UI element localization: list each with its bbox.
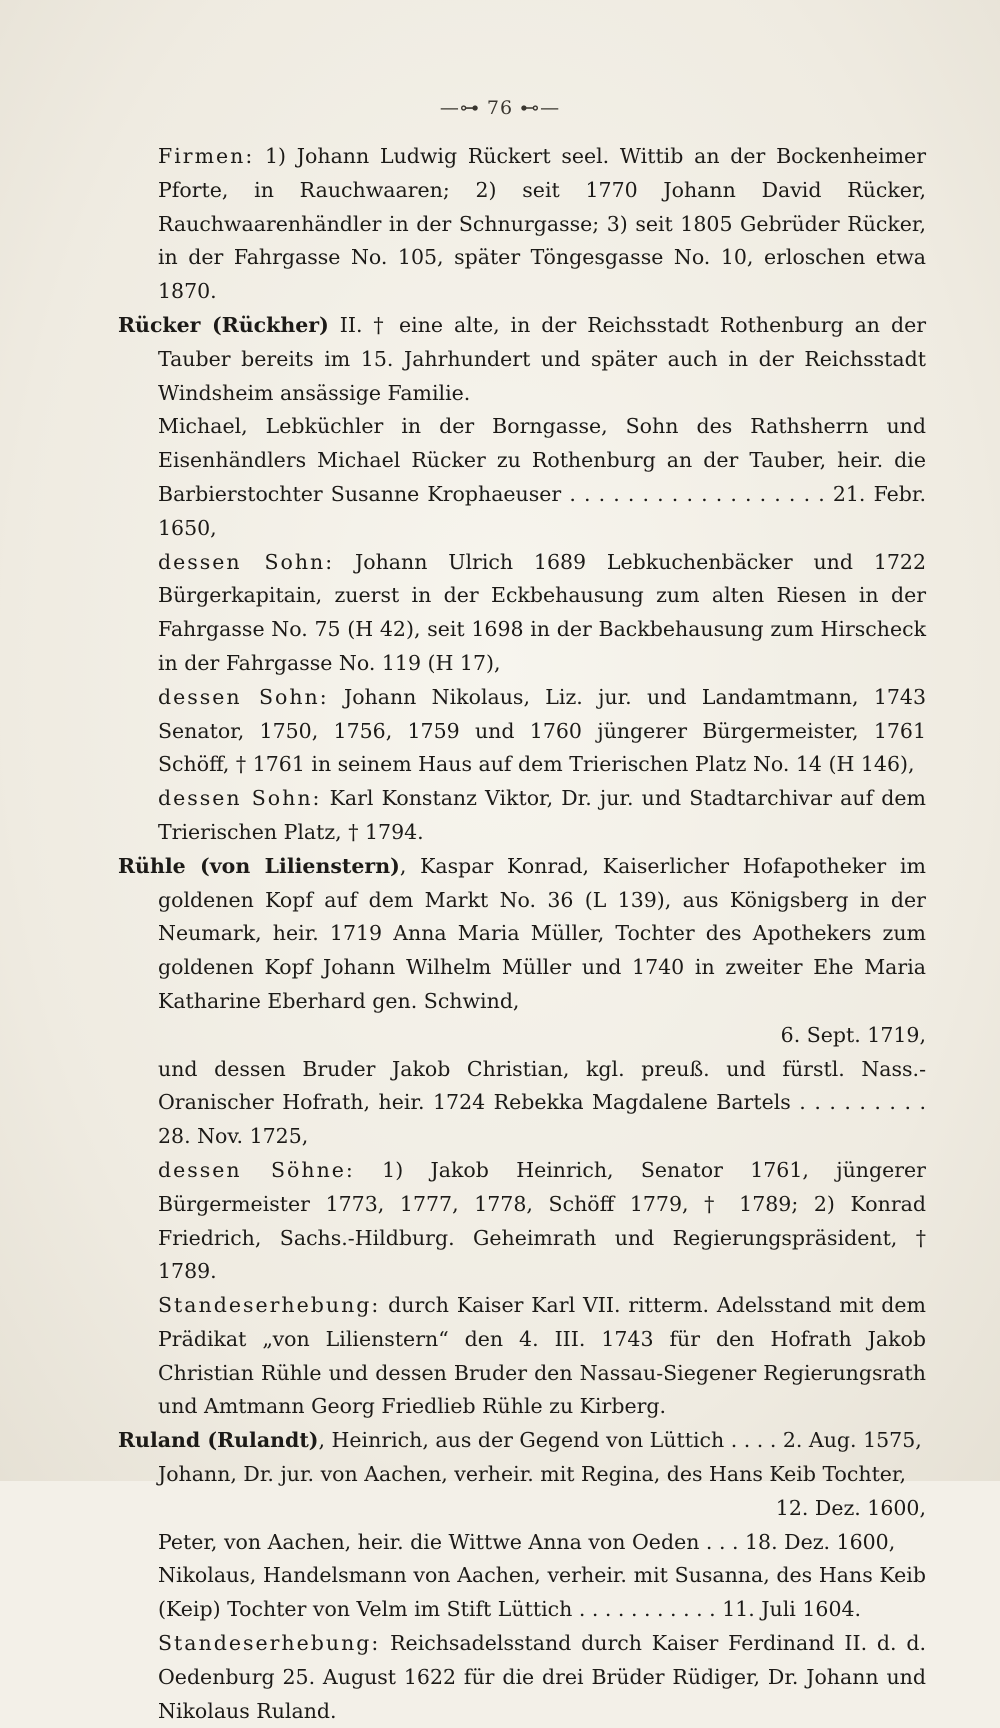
paragraph-text: Karl Konstanz Viktor, Dr. jur. und Stadtarchivar auf dem Trierischen Platz, † 1794. [158,786,926,844]
section-label: dessen Sohn: [158,684,329,709]
section-label: dessen Sohn: [158,549,335,574]
paragraph-text: Nikolaus, Handelsmann von Aachen, verheir. mit Susanna, des Hans Keib (Keip) Tochter von Velm im Stift Lüttich . . . . . . . . . . . 11. Juli 1604. [158,1563,926,1622]
paragraph-text: 1) Johann Ludwig Rückert seel. Wittib an der Bockenheimer Pforte, in Rauchwaaren; 2) seit 1770 Johann David Rücker, Rauchwaarenhändler in der Schnurgasse; 3) seit 1805 Gebrüder Rücker, in der Fahrgasse No. 105, später Töngesgasse No. 10, erloschen etwa 1870. [158,144,926,304]
entry-paragraph [118,1526,926,1560]
date-line: 12. Dez. 1600, [775,1495,926,1520]
page-number: —⊶ 76 ⊷— [439,97,561,119]
paragraph-text: und dessen Bruder Jakob Christian, kgl. preuß. und fürstl. Nass.-Oranischer Hofrath, heir. 1724 Rebekka Magdalene Bartels . . . . . . . . . 28. Nov. 1725, [158,1056,926,1149]
entry-paragraph [118,1458,926,1492]
paragraph-text: durch Kaiser Karl VII. ritterm. Adelsstand mit dem Prädikat „von Lilienstern“ den 4. III. 1743 für den Hofrath Jakob Christian Rühle und dessen Bruder den Nassau-Siegener Regierungsrath und Amtmann Georg Friedlieb Rühle zu Kirberg. [158,1293,926,1419]
section-label: Standeserhebung: [158,1631,381,1656]
section-label: Standeserhebung: [158,1293,381,1318]
entry-paragraph [118,410,926,545]
paragraph-text: Michael, Lebküchler in der Borngasse, Sohn des Rathsherrn und Eisenhändlers Michael Rücker zu Rothenburg an der Tauber, heir. die Barbierstochter Susanne Krophaeuser . . . . . . . . . . . . . . . . . . 21. Febr. 1650, [158,414,926,540]
family-name: Rühle (von Lilienstern) [118,853,400,878]
family-entry [118,1424,926,1458]
paragraph-text: , Kaspar Konrad, Kaiserlicher Hofapotheker im goldenen Kopf auf dem Markt No. 36 (L 139), aus Königsberg in der Neumark, heir. 1719 Anna Maria Müller, Tochter des Apothekers zum goldenen Kopf Johann Wilhelm Müller und 1740 in zweiter Ehe Maria Katharine Eberhard gen. Schwind, [158,853,926,1013]
section-label: Firmen: [158,144,255,168]
date-line: 6. Sept. 1719, [780,1022,926,1047]
paragraph-text: Peter, von Aachen, heir. die Wittwe Anna von Oeden . . . 18. Dez. 1600, [158,1529,896,1554]
paragraph-text: Johann Nikolaus, Liz. jur. und Landamtmann, 1743 Senator, 1750, 1756, 1759 und 1760 jüngerer Bürgermeister, 1761 Schöff, † 1761 in seinem Haus auf dem Trierischen Platz No. 14 (H 146), [158,684,926,777]
family-entry [118,309,926,410]
page-body [118,140,926,1728]
section-label: dessen Sohn: [158,786,322,811]
entry-paragraph [118,1289,926,1424]
family-name: Rücker (Rückher) [118,312,329,337]
entry-paragraph [118,546,926,681]
entry-paragraph [118,140,926,309]
paragraph-text: Johann Ulrich 1689 Lebkuchenbäcker und 1722 Bürgerkapitain, zuerst in der Eckbehausung zum alten Riesen in der Fahrgasse No. 75 (H 42), seit 1698 in der Backbehausung zum Hirscheck in der Fahrgasse No. 119 (H 17), [158,549,926,675]
entry-paragraph [118,1627,926,1728]
entry-paragraph [118,782,926,850]
paragraph-text: , Heinrich, aus der Gegend von Lüttich . . . . 2. Aug. 1575, [318,1428,922,1453]
paragraph-text: II. † eine alte, in der Reichsstadt Rothenburg an der Tauber bereits im 15. Jahrhundert und später auch in der Reichsstadt Windsheim ansässige Familie. [158,312,926,405]
entry-paragraph [118,1154,926,1289]
entry-paragraph [118,1053,926,1154]
family-name: Ruland (Rulandt) [118,1428,319,1453]
family-entry [118,850,926,1019]
paragraph-text: 1) Jakob Heinrich, Senator 1761, jüngerer Bürgermeister 1773, 1777, 1778, Schöff 1779, † 1789; 2) Konrad Friedrich, Sachs.-Hildburg. Geheimrath und Regierungspräsident, † 1789. [158,1157,926,1284]
entry-paragraph [118,681,926,782]
paragraph-text: Reichsadelsstand durch Kaiser Ferdinand II. d. d. Oedenburg 25. August 1622 für die drei Brüder Rüdiger, Dr. Johann und Nikolaus Ruland. [158,1631,926,1723]
section-label: dessen Söhne: [158,1157,355,1182]
paragraph-text: Johann, Dr. jur. von Aachen, verheir. mit Regina, des Hans Keib Tochter, [158,1462,906,1487]
entry-paragraph [118,1559,926,1627]
